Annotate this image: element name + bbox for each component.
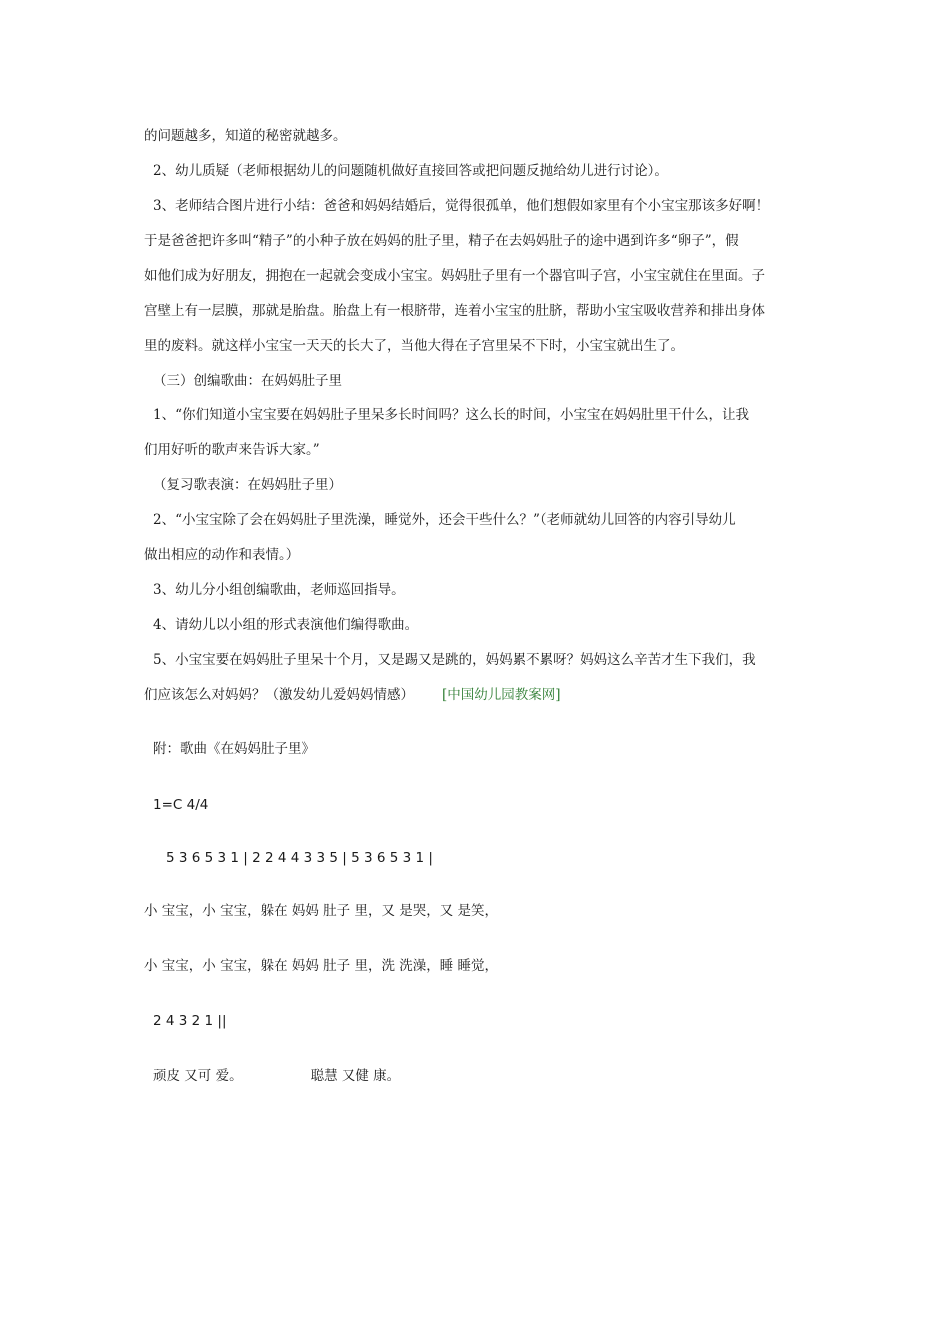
item-5-text: 们应该怎么对妈妈？（激发幼儿爱妈妈情感） xyxy=(144,687,414,703)
question-2-line-2: 做出相应的动作和表情。） xyxy=(144,547,300,563)
song-notation-1: 5 3 6 5 3 1 | 2 2 4 4 3 3 5 | 5 3 6 5 3 1 | xyxy=(166,850,433,866)
item-3-summary-line-4: 宫壁上有一层膜，那就是胎盘。胎盘上有一根脐带，连着小宝宝的肚脐，帮助小宝宝吸收营养和排出身体 xyxy=(144,303,765,319)
song-title: 附：歌曲《在妈妈肚子里》 xyxy=(153,741,315,757)
item-3-summary-line-5: 里的废料。就这样小宝宝一天天的长大了，当他大得在子宫里呆不下时，小宝宝就出生了。 xyxy=(144,338,684,354)
song-lyrics-1: 小 宝宝，小 宝宝，躲在 妈妈 肚子 里，又 是哭，又 是笑， xyxy=(144,903,499,919)
song-key-signature: 1=C 4/4 xyxy=(153,797,209,813)
section-heading-3: （三）创编歌曲：在妈妈肚子里 xyxy=(153,373,342,389)
song-lyrics-3 xyxy=(153,1066,823,1086)
question-1-line-1: 1、“你们知道小宝宝要在妈妈肚子里呆多长时间吗？这么长的时间，小宝宝在妈妈肚里干什么，让我 xyxy=(153,407,749,423)
item-5-line-1: 5、小宝宝要在妈妈肚子里呆十个月，又是踢又是跳的，妈妈累不累呀？妈妈这么辛苦才生下我们，我 xyxy=(153,652,756,668)
paragraph-continuation: 的问题越多，知道的秘密就越多。 xyxy=(144,128,347,144)
question-2-line-1: 2、“小宝宝除了会在妈妈肚子里洗澡，睡觉外，还会干些什么？”（老师就幼儿回答的内容引导幼儿 xyxy=(153,512,736,528)
song-lyrics-2: 小 宝宝，小 宝宝，躲在 妈妈 肚子 里，洗 洗澡，睡 睡觉， xyxy=(144,958,499,974)
item-2-questioning: 2、幼儿质疑（老师根据幼儿的问题随机做好直接回答或把问题反抛给幼儿进行讨论）。 xyxy=(153,163,668,179)
song-lyrics-3b: 聪慧 又健 康。 xyxy=(310,1068,401,1084)
item-3-summary-line-3: 如他们成为好朋友，拥抱在一起就会变成小宝宝。妈妈肚子里有一个器官叫子宫，小宝宝就住在里面。子 xyxy=(144,268,765,284)
item-5-line-2 xyxy=(144,685,814,705)
item-4-group-performance: 4、请幼儿以小组的形式表演他们编得歌曲。 xyxy=(153,617,419,633)
song-lyrics-3a: 顽皮 又可 爱。 xyxy=(153,1068,243,1084)
source-link[interactable]: [中国幼儿园教案网] xyxy=(442,687,561,703)
review-note: （复习歌表演：在妈妈肚子里） xyxy=(153,477,342,493)
question-1-line-2: 们用好听的歌声来告诉大家。” xyxy=(144,442,320,458)
song-notation-2: 2 4 3 2 1 || xyxy=(153,1013,227,1029)
item-3-group-creation: 3、幼儿分小组创编歌曲，老师巡回指导。 xyxy=(153,582,405,598)
item-3-summary-line-1: 3、老师结合图片进行小结：爸爸和妈妈结婚后，觉得很孤单，他们想假如家里有个小宝宝那该多好啊！ xyxy=(153,198,770,214)
item-3-summary-line-2: 于是爸爸把许多叫“精子”的小种子放在妈妈的肚子里，精子在去妈妈肚子的途中遇到许多“卵子”，假 xyxy=(144,233,739,249)
